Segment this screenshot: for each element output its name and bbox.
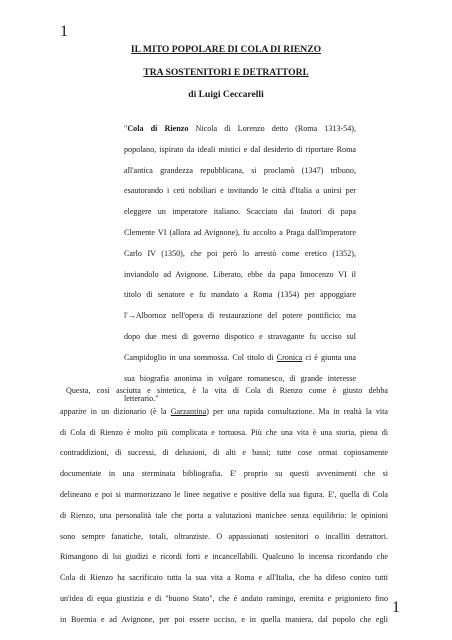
quote-open-mark: " bbox=[124, 124, 128, 133]
quote-line: Clemente VI (allora ad Avignone), fu accolto a Praga dall'imperatore bbox=[124, 227, 356, 237]
quote-line: Carlo IV (1350), che poi però lo arrestò come eretico (1352), bbox=[124, 248, 356, 258]
title-line-2: TRA SOSTENITORI E DETRATTORI. bbox=[143, 67, 309, 78]
quote-line-text: Nicola di Lorenzo detto (Roma 1313-54), bbox=[188, 124, 356, 133]
quote-line: inviandolo ad Avignone. Liberato, ebbe da papa Innocenzo VI il bbox=[124, 269, 356, 279]
body-line: di Cola di Rienzo è molto più complicata e tortuosa. Più che una vita è una storia, piena di bbox=[60, 427, 388, 437]
quote-line-text: Campidoglio in una sommossa. Col titolo di bbox=[124, 352, 277, 362]
quote-line-text: ci è giunta una bbox=[302, 352, 356, 362]
body-line bbox=[60, 402, 388, 423]
body-line: in Boemia e ad Avignone, per poi essere ucciso, e in quella maniera, dal popolo che egli bbox=[60, 614, 388, 624]
quote-line bbox=[124, 348, 356, 369]
body-line-text: apparire in un dizionario (è la bbox=[60, 406, 171, 416]
body-line: sono sempre fanatiche, totali, oltranziste. O appassionati sostenitori o incalliti detrattori. bbox=[60, 531, 388, 541]
body-line: Questa, così asciutta e sintetica, è la vita di Cola di Rienzo come è giusto debba bbox=[66, 386, 388, 395]
quote-line: sua biografia anonima in volgare romanesco, di grande interesse bbox=[124, 373, 356, 383]
title-line-1: IL MITO POPOLARE DI COLA DI RIENZO bbox=[130, 44, 322, 55]
body-line: delineano e poi si marmorizzano le linee negative e positive della sua figura. E', quella di Cola bbox=[60, 489, 388, 499]
quote-subject-name: Cola di Rienzo bbox=[127, 124, 189, 133]
body-paragraph bbox=[60, 381, 388, 631]
body-line: un'idea di equa giustizia e di "buono Stato", che è andato ramingo, eremita e prigioniero fino bbox=[60, 593, 388, 603]
body-line: contraddizioni, di successi, di delusioni, di alti e bassi; tutte cose ormai copiosamente bbox=[60, 448, 388, 458]
body-line: documentate in una sterminata bibliografia. E' proprio su questi avvenimenti che si bbox=[60, 469, 388, 479]
quote-line: dopo due mesi di governo dispotico e stravagante fu ucciso sul bbox=[124, 331, 356, 341]
quote-line: eleggere un imperatore italiano. Scacciato dai fautori di papa bbox=[124, 207, 356, 217]
page-number-bottom: 1 bbox=[392, 599, 400, 616]
author-byline: di Luigi Ceccarelli bbox=[188, 89, 264, 100]
body-line: di Rienzo, una personalità tale che porta a valutazioni manichee senza equilibrio: le opinioni bbox=[60, 510, 388, 520]
body-line: Rimangono di lui giudizi e ricordi forti e incancellabili. Qualcuno lo incensa ricordando che bbox=[60, 552, 388, 562]
quote-line: l'→Albornoz nell'opera di restaurazione del potere pontificio; ma bbox=[124, 311, 356, 321]
cronica-link[interactable]: Cronica bbox=[276, 352, 303, 362]
body-line: Cola di Rienzo ha sacrificato tutta la sua vita a Roma e all'Italia, che ha difeso contro tutti bbox=[60, 573, 388, 583]
page-number-top: 1 bbox=[60, 23, 68, 40]
quote-line: popolano, ispirato da ideali mistici e dal desiderio di riportare Roma bbox=[124, 144, 356, 154]
quote-line: titolo di senatore e fu mandato a Roma (1354) per appoggiare bbox=[124, 290, 356, 300]
dictionary-quote bbox=[124, 119, 356, 410]
quote-line: esautorando i ceti nobiliari e invitando le città d'Italia a unirsi per bbox=[124, 186, 356, 196]
body-line-text: ) per una rapida consultazione. Ma in realtà la vita bbox=[206, 406, 388, 416]
quote-line: all'antica grandezza repubblicana, si proclamò (1347) tribuno, bbox=[124, 165, 356, 175]
garzantina-link[interactable]: Garzantina bbox=[170, 406, 207, 416]
quote-line bbox=[124, 119, 356, 140]
quote-line: letterario." bbox=[124, 394, 159, 404]
